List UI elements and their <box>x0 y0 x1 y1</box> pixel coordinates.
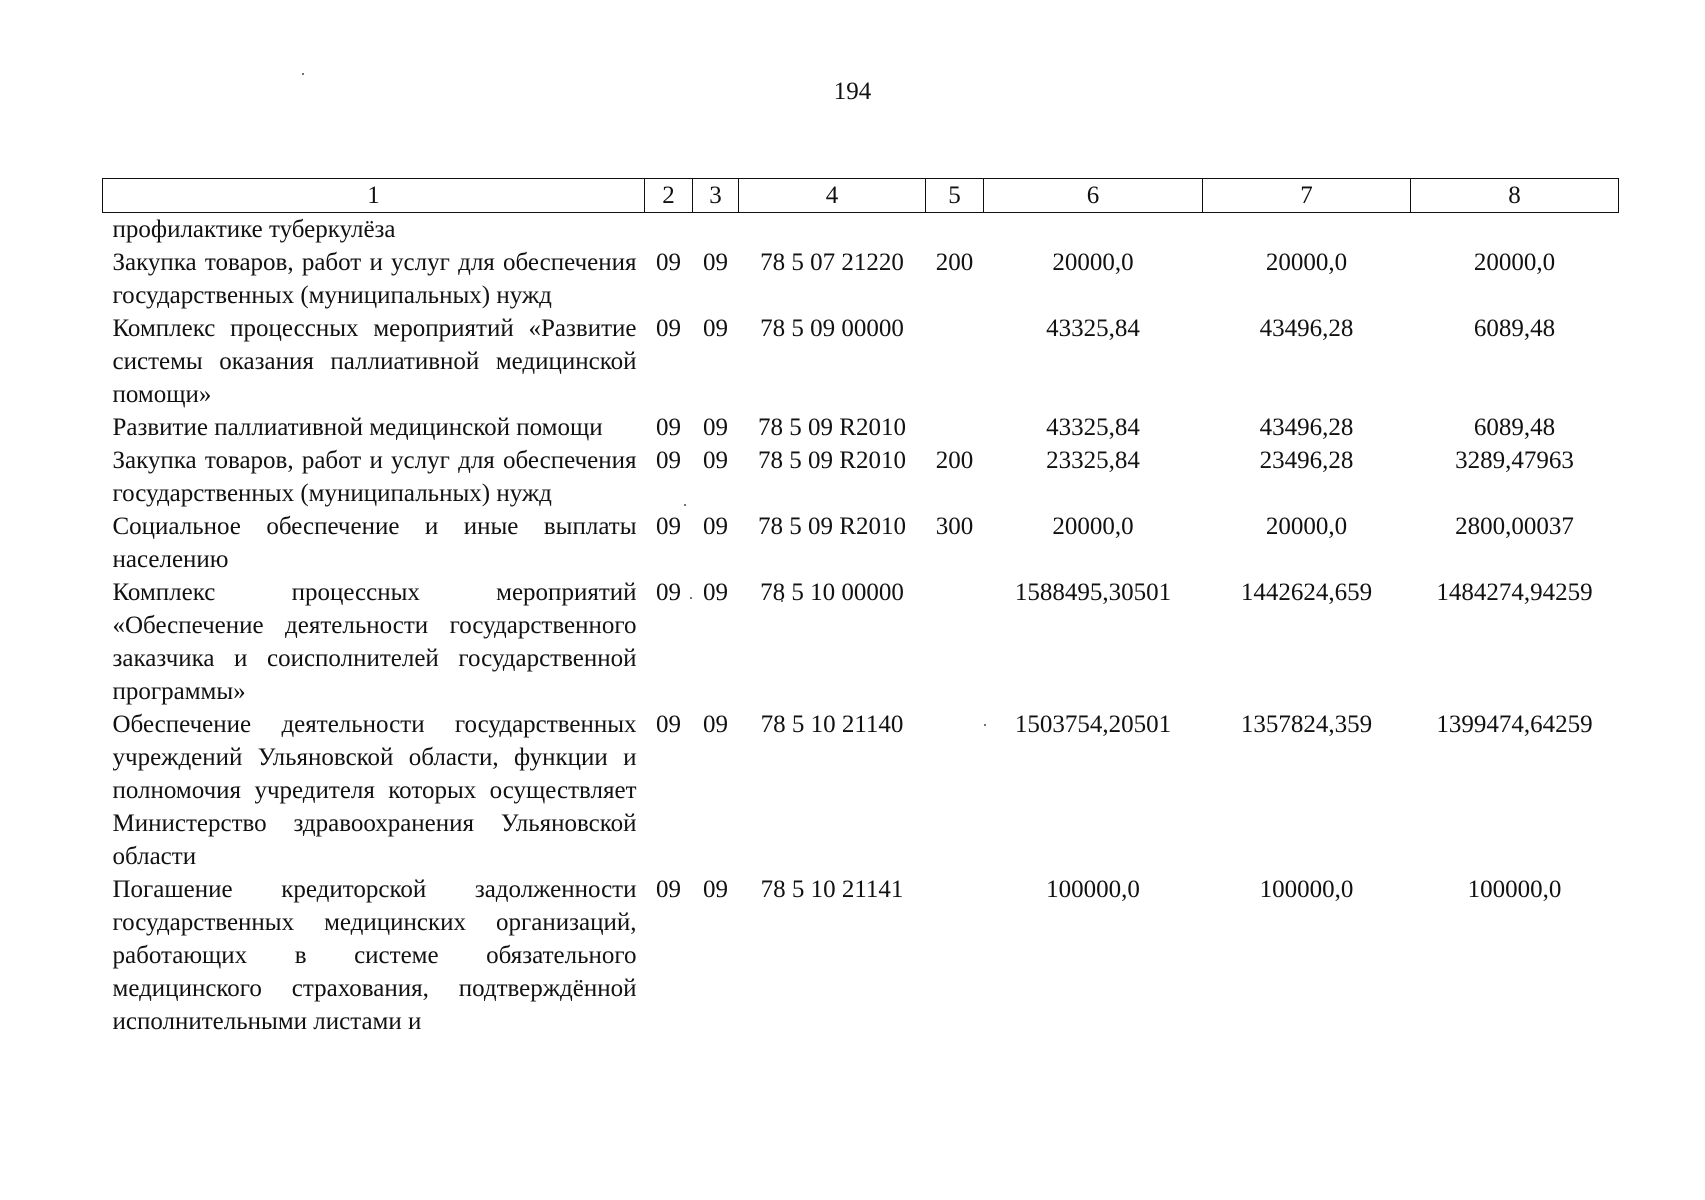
table-row <box>103 213 1619 247</box>
row-section: 09 <box>656 513 681 540</box>
row-amount-8: 2800,00037 <box>1455 513 1574 540</box>
row-subsection: 09 <box>703 249 728 276</box>
table-header <box>103 179 1619 213</box>
table-row <box>103 411 1619 444</box>
table-row <box>103 708 1619 873</box>
header-row <box>103 179 1619 213</box>
header-col-1: 1 <box>103 179 645 213</box>
row-amount-6: 100000,0 <box>1046 876 1140 903</box>
row-target-code: 78 5 10 00000 <box>760 579 904 606</box>
row-target-code: 78 5 10 21141 <box>760 876 904 903</box>
row-section <box>645 213 693 247</box>
row-amount-6: 1503754,20501 <box>1014 711 1172 738</box>
row-amount-8: 20000,0 <box>1473 249 1556 276</box>
row-expense-type: 200 <box>935 249 974 276</box>
table-row <box>103 873 1619 1038</box>
header-col-5: 5 <box>926 179 984 213</box>
row-name: Обеспечение деятельности государственных учреждений Ульяновской области, функции и полномочия учредителя которых осуществляет Министерство здравоохранения Ульяновской области <box>112 711 637 870</box>
row-subsection: 09 <box>703 876 728 903</box>
row-name: Погашение кредиторской задолженности государственных медицинских организаций, работающих в системе обязательного медицинского страхования, подтверждённой исполнительными листами и <box>112 876 637 1035</box>
row-subsection <box>693 213 739 247</box>
budget-table <box>102 178 1619 1038</box>
row-amount-7: 20000,0 <box>1265 513 1348 540</box>
row-amount-7: 100000,0 <box>1259 876 1354 903</box>
row-amount-7: 23496,28 <box>1259 447 1354 474</box>
row-expense-type <box>926 576 984 708</box>
table-body <box>103 213 1619 1039</box>
row-amount-8: 1484274,94259 <box>1436 579 1593 606</box>
row-section: 09 <box>656 447 681 474</box>
row-section: 09 <box>656 315 681 342</box>
row-expense-type <box>926 312 984 411</box>
row-target-code: 78 5 10 21140 <box>760 711 904 738</box>
header-col-4: 4 <box>739 179 926 213</box>
row-name: Комплекс процессных мероприятий «Развитие системы оказания паллиативной медицинской помощи» <box>112 315 637 408</box>
header-col-3: 3 <box>693 179 739 213</box>
header-col-8: 8 <box>1411 179 1619 213</box>
row-expense-type <box>926 708 984 873</box>
row-name: Социальное обеспечение и иные выплаты населению <box>112 513 637 573</box>
page-number: 194 <box>833 78 872 105</box>
row-name: Закупка товаров, работ и услуг для обеспечения государственных (муниципальных) нужд <box>112 249 637 309</box>
row-section: 09 <box>656 876 681 903</box>
row-expense-type: 200 <box>935 447 974 474</box>
row-target-code <box>739 213 926 247</box>
row-subsection: 09 <box>703 513 728 540</box>
table-row <box>103 444 1619 510</box>
table-row <box>103 312 1619 411</box>
row-amount-6 <box>984 213 1203 247</box>
row-name: Закупка товаров, работ и услуг для обеспечения государственных (муниципальных) нужд <box>112 447 637 507</box>
row-amount-8 <box>1411 213 1619 247</box>
row-amount-7 <box>1203 213 1411 247</box>
header-col-6: 6 <box>984 179 1203 213</box>
row-section: 09 <box>656 711 681 738</box>
scan-speck <box>302 73 304 75</box>
row-target-code: 78 5 09 00000 <box>760 315 904 342</box>
row-amount-6: 1588495,30501 <box>1014 579 1172 606</box>
row-target-code: 78 5 09 R2010 <box>758 513 906 540</box>
row-amount-8: 1399474,64259 <box>1436 711 1593 738</box>
row-name: Развитие паллиативной медицинской помощи <box>112 414 603 441</box>
row-target-code: 78 5 09 R2010 <box>758 447 906 474</box>
row-expense-type: 300 <box>935 513 974 540</box>
table-row <box>103 246 1619 312</box>
row-amount-6: 43325,84 <box>1046 414 1140 441</box>
table-row <box>103 510 1619 576</box>
row-name: Комплекс процессных мероприятий «Обеспечение деятельности государственного заказчика и соисполнителей государственной программы» <box>112 579 637 705</box>
row-amount-7: 43496,28 <box>1259 315 1354 342</box>
row-target-code: 78 5 09 R2010 <box>758 414 906 441</box>
row-name: профилактике туберкулёза <box>112 216 396 243</box>
table-row <box>103 576 1619 708</box>
row-subsection: 09 <box>703 711 728 738</box>
row-amount-6: 43325,84 <box>1046 315 1140 342</box>
row-amount-6: 20000,0 <box>1052 249 1134 276</box>
row-target-code: 78 5 07 21220 <box>760 249 904 276</box>
row-amount-7: 43496,28 <box>1259 414 1354 441</box>
row-amount-8: 100000,0 <box>1467 876 1562 903</box>
header-col-7: 7 <box>1203 179 1411 213</box>
header-col-2: 2 <box>645 179 693 213</box>
row-subsection: 09 <box>703 447 728 474</box>
row-section: 09 <box>656 249 681 276</box>
row-subsection: 09 <box>703 414 728 441</box>
row-subsection: 09 <box>703 579 728 606</box>
row-section: 09 <box>656 414 681 441</box>
row-expense-type <box>926 873 984 1038</box>
row-amount-8: 6089,48 <box>1473 414 1556 441</box>
row-amount-7: 1357824,359 <box>1240 711 1373 738</box>
row-subsection: 09 <box>703 315 728 342</box>
row-amount-7: 1442624,659 <box>1240 579 1373 606</box>
row-amount-7: 20000,0 <box>1265 249 1348 276</box>
row-amount-6: 20000,0 <box>1052 513 1134 540</box>
row-expense-type <box>926 411 984 444</box>
row-amount-8: 6089,48 <box>1473 315 1556 342</box>
row-section: 09 <box>656 579 681 606</box>
row-amount-6: 23325,84 <box>1046 447 1140 474</box>
row-amount-8: 3289,47963 <box>1455 447 1574 474</box>
row-expense-type <box>926 213 984 247</box>
